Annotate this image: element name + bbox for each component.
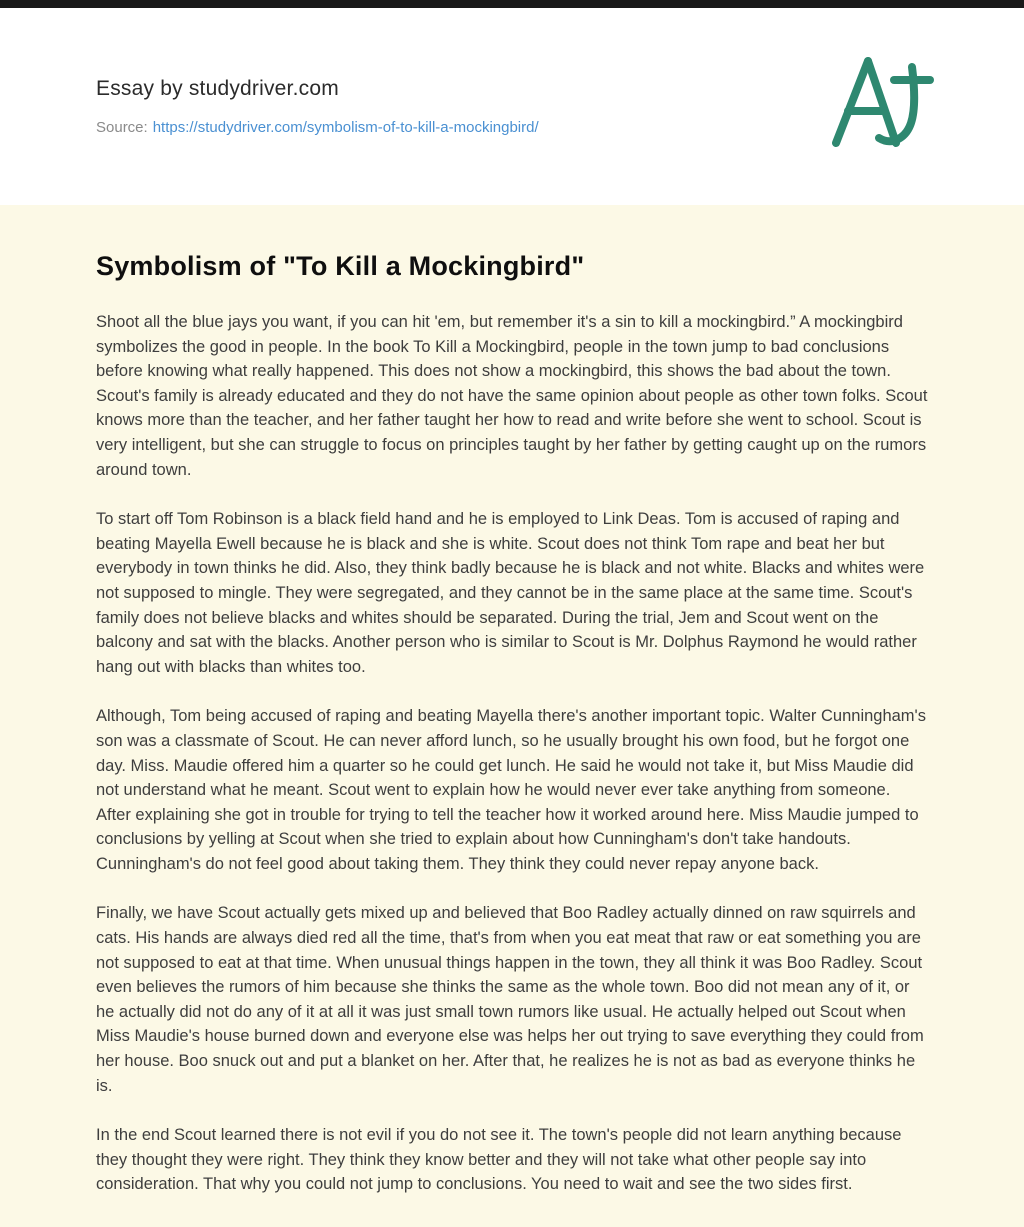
essay-paragraph-3: Although, Tom being accused of raping and beating Mayella there's another important topic. Walter Cunningham's son was a classmate of Scout. He can never afford lunch, so he usually brought his own food, but he forgot one day. Miss. Maudie offered him a quarter so he could get lunch. He said he would not take it, but Miss Maudie did not understand what he meant. Scout went to explain how he would never ever take anything from someone. After explaining she got in trouble for trying to tell the teacher how it worked around here. Miss Maudie jumped to conclusions by yelling at Scout when she tried to explain about how Cunningham's don't take handouts. Cunningham's do not feel good about taking them. They think they could never repay anyone back. — [96, 707, 926, 873]
essay-byline: Essay by studydriver.com — [96, 77, 339, 100]
studydriver-logo-icon — [824, 53, 936, 154]
source-label: Source: — [96, 119, 148, 136]
essay-content — [0, 205, 1024, 1227]
source-line — [96, 119, 539, 136]
essay-paragraph-2: To start off Tom Robinson is a black field hand and he is employed to Link Deas. Tom is accused of raping and beating Mayella Ewell because he is black and she is white. Scout does not think Tom rape and beat her but everybody in town thinks he did. Also, they think badly because he is black and not white. Blacks and whites were not supposed to mingle. They were segregated, and they cannot be in the same place at the same time. Scout's family does not believe blacks and whites should be separated. During the trial, Jem and Scout went on the balcony and sat with the blacks. Another person who is similar to Scout is Mr. Dolphus Raymond he would rather hang out with blacks than whites too. — [96, 510, 925, 676]
source-link[interactable]: https://studydriver.com/symbolism-of-to-kill-a-mockingbird/ — [152, 119, 539, 136]
essay-title: Symbolism of "To Kill a Mockingbird" — [96, 251, 585, 281]
essay-paragraph-5: In the end Scout learned there is not evil if you do not see it. The town's people did not learn anything because they thought they were right. They think they know better and they will not take what other people say into consideration. That why you could not jump to conclusions. You need to wait and see the two sides first. — [96, 1126, 902, 1194]
header-inner — [96, 59, 936, 154]
essay-paragraph-1: Shoot all the blue jays you want, if you can hit 'em, but remember it's a sin to kill a mockingbird.” A mockingbird symbolizes the good in people. In the book To Kill a Mockingbird, people in the town jump to bad conclusions before knowing what really happened. This does not show a mockingbird, this shows the bad about the town. Scout's family is already educated and they do not have the same opinion about people as other town folks. Scout knows more than the teacher, and her father taught her how to read and write before she went to school. Scout is very intelligent, but she can struggle to focus on principles taught by her father by getting caught up on the rumors around town. — [96, 313, 928, 479]
essay-paragraph-4: Finally, we have Scout actually gets mixed up and believed that Boo Radley actually dinned on raw squirrels and cats. His hands are always died red all the time, that's from when you eat meat that raw or eat something you are not supposed to eat at that time. When unusual things happen in the town, they all think it was Boo Radley. Scout even believes the rumors of him because she thinks the same as the whole town. Boo did not mean any of it, or he actually did not do any of it at all it was just small town rumors like usual. He actually helped out Scout when Miss Maudie's house burned down and everyone else was helps her out trying to save everything they could from her house. Boo snuck out and put a blanket on her. After that, he realizes he is not as bad as everyone thinks he is. — [96, 904, 924, 1095]
top-bar — [0, 0, 1024, 8]
page-header — [0, 8, 1024, 205]
header-text — [96, 77, 539, 136]
